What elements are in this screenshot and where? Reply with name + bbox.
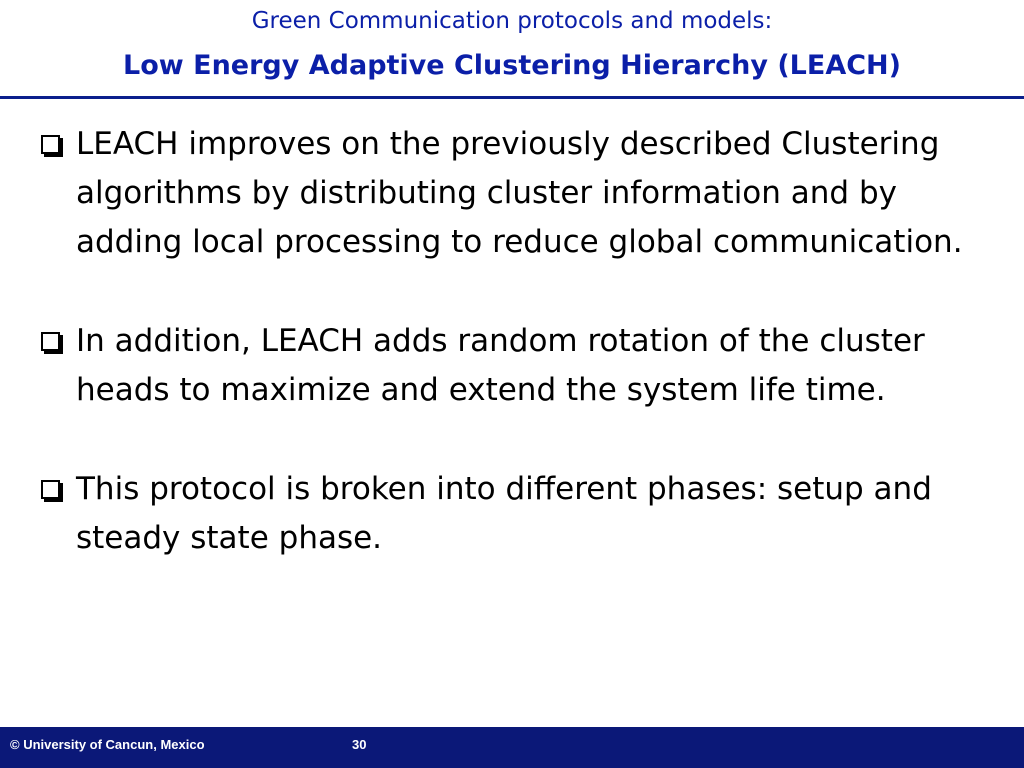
page-number: 30	[352, 737, 367, 752]
slide-subtitle: Green Communication protocols and models:	[251, 8, 773, 34]
slide-title: Low Energy Adaptive Clustering Hierarchy (LEACH)	[123, 50, 901, 81]
bullet-item	[38, 317, 998, 415]
bullet-text: In addition, LEACH adds random rotation of the cluster heads to maximize and extend the system life time.	[76, 323, 925, 408]
bullet-list	[38, 120, 998, 563]
bullet-text: This protocol is broken into different phases: setup and steady state phase.	[76, 471, 932, 556]
checkbox-bullet-icon	[41, 332, 60, 351]
bullet-text: LEACH improves on the previously described Clustering algorithms by distributing cluster information and by adding local processing to reduce global communication.	[76, 126, 963, 260]
bullet-item	[38, 120, 998, 267]
slide-header	[0, 0, 1024, 94]
header-divider	[0, 96, 1024, 99]
slide-footer	[0, 727, 1024, 768]
footer-copyright: © University of Cancun, Mexico	[10, 737, 205, 752]
checkbox-bullet-icon	[41, 480, 60, 499]
checkbox-bullet-icon	[41, 135, 60, 154]
bullet-item	[38, 465, 998, 563]
